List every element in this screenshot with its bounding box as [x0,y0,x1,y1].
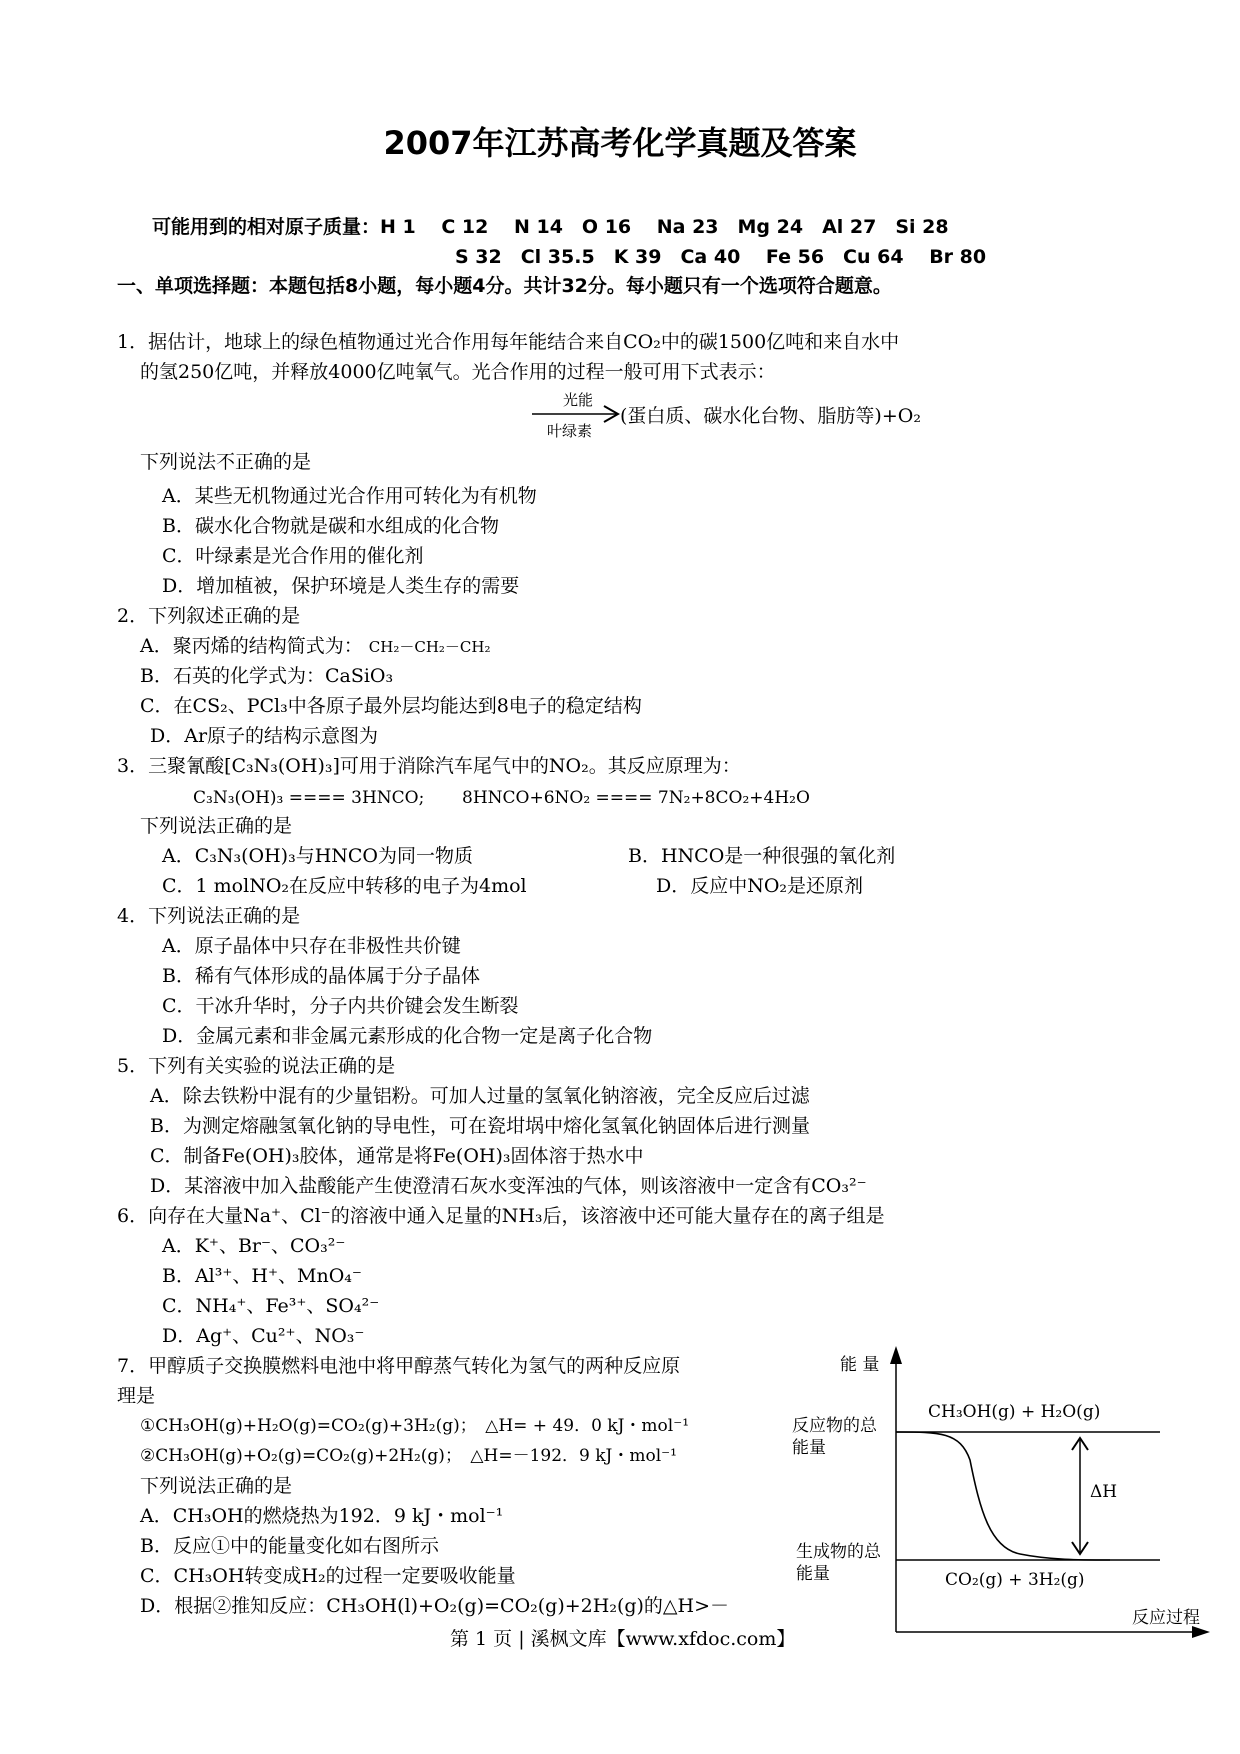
q3-prompt: 下列说法正确的是 [140,815,293,837]
q5-option-d: D．某溶液中加入盐酸能产生使澄清石灰水变浑浊的气体，则该溶液中一定含有CO₃²⁻ [150,1175,867,1197]
q1-arrow-bottom-label: 叶绿素 [547,422,593,440]
q3-equation-2: 8HNCO+6NO₂ ==== 7N₂+8CO₂+4H₂O [462,788,810,808]
q1-products: (蛋白质、碳水化台物、脂肪等)+O₂ [620,405,921,427]
q6-stem: 6．向存在大量Na⁺、Cl⁻的溶液中通入足量的NH₃后，该溶液中还可能大量存在的离子组是 [117,1205,885,1227]
q4-stem: 4．下列说法正确的是 [117,905,301,927]
reactant-label-line1: 反应物的总 [792,1416,877,1436]
q7-stem-line2: 理是 [117,1385,156,1407]
atomic-masses-line2: S 32 Cl 35.5 K 39 Ca 40 Fe 56 Cu 64 Br 80 [455,246,987,268]
q7-prompt: 下列说法正确的是 [140,1475,293,1497]
q6-option-b: B．Al³⁺、H⁺、MnO₄⁻ [162,1265,362,1287]
q5-option-c: C．制备Fe(OH)₃胶体，通常是将Fe(OH)₃固体溶于热水中 [150,1145,644,1167]
page-title: 2007年江苏高考化学真题及答案 [383,124,857,162]
section-heading: 一、单项选择题：本题包括8小题，每小题4分。共计32分。每小题只有一个选项符合题意。 [117,275,892,297]
q5-option-a: A．除去铁粉中混有的少量铝粉。可加人过量的氢氧化钠溶液，完全反应后过滤 [150,1085,810,1107]
q3-option-b: B．HNCO是一种很强的氧化剂 [628,845,896,867]
y-axis-label: 能 量 [840,1355,880,1375]
q1-stem-line2: 的氢250亿吨，并释放4000亿吨氧气。光合作用的过程一般可用下式表示： [140,361,776,383]
reaction-curve [896,1432,1110,1560]
q1-prompt: 下列说法不正确的是 [140,451,312,473]
q1-option-b: B．碳水化合物就是碳和水组成的化合物 [162,515,499,537]
q1-stem-line1: 1．据估计，地球上的绿色植物通过光合作用每年能结合来自CO₂中的碳1500亿吨和来自水中 [117,331,900,353]
q7-option-c: C．CH₃OH转变成H₂的过程一定要吸收能量 [140,1565,516,1587]
q4-option-c: C．干冰升华时，分子内共价键会发生断裂 [162,995,519,1017]
q7-option-d: D．根据②推知反应：CH₃OH(l)+O₂(g)=CO₂(g)+2H₂(g)的△H>－ [140,1595,730,1617]
reactant-formula: CH₃OH(g) + H₂O(g) [928,1402,1101,1422]
q2-option-d: D．Ar原子的结构示意图为 [150,725,379,747]
y-axis-arrow-icon [890,1346,902,1364]
q5-stem: 5．下列有关实验的说法正确的是 [117,1055,396,1077]
q2-option-a-formula: CH₂－CH₂－CH₂ [368,638,491,656]
q2-option-b: B．石英的化学式为：CaSiO₃ [140,665,394,687]
q7-reaction-1: ①CH₃OH(g)+H₂O(g)=CO₂(g)+3H₂(g)； △H= + 49．0 kJ・mol⁻¹ [140,1416,690,1436]
q2-option-a [140,634,491,659]
q2-stem: 2．下列叙述正确的是 [117,605,301,627]
q3-option-a: A．C₃N₃(OH)₃与HNCO为同一物质 [162,845,474,867]
q6-option-c: C．NH₄⁺、Fe³⁺、SO₄²⁻ [162,1295,380,1317]
product-label-line1: 生成物的总 [796,1542,881,1562]
q3-option-d: D．反应中NO₂是还原剂 [656,875,864,897]
q4-option-a: A．原子晶体中只存在非极性共价键 [162,935,461,957]
x-axis-label: 反应过程 [1132,1608,1200,1628]
page-footer: 第 1 页 | 溪枫文库【www.xfdoc.com】 [450,1628,796,1650]
reactant-label-line2: 能量 [792,1438,826,1458]
q1-option-d: D．增加植被，保护环境是人类生存的需要 [162,575,520,597]
q2-option-c: C．在CS₂、PCl₃中各原子最外层均能达到8电子的稳定结构 [140,695,642,717]
q5-option-b: B．为测定熔融氢氧化钠的导电性，可在瓷坩埚中熔化氢氧化钠固体后进行测量 [150,1115,810,1137]
q7-option-a: A．CH₃OH的燃烧热为192．9 kJ・mol⁻¹ [140,1505,504,1527]
q3-equation-1: C₃N₃(OH)₃ ==== 3HNCO; [193,788,425,808]
q1-arrow-top-label: 光能 [563,391,594,409]
q1-option-c: C．叶绿素是光合作用的催化剂 [162,545,424,567]
q2-option-a-prefix: A．聚丙烯的结构简式为： [140,635,363,657]
q4-option-b: B．稀有气体形成的晶体属于分子晶体 [162,965,480,987]
q1-option-a: A．某些无机物通过光合作用可转化为有机物 [162,485,537,507]
delta-h-label: ΔH [1090,1482,1118,1502]
q3-option-c: C．1 molNO₂在反应中转移的电子为4mol [162,875,527,897]
q7-stem-line1: 7．甲醇质子交换膜燃料电池中将甲醇蒸气转化为氢气的两种反应原 [117,1355,681,1377]
q3-stem: 3．三聚氰酸[C₃N₃(OH)₃]可用于消除汽车尾气中的NO₂。其反应原理为： [117,755,741,777]
product-formula: CO₂(g) + 3H₂(g) [945,1570,1085,1590]
q6-option-a: A．K⁺、Br⁻、CO₃²⁻ [162,1235,346,1257]
q7-reaction-2: ②CH₃OH(g)+O₂(g)=CO₂(g)+2H₂(g)； △H=－192．9 kJ・mol⁻¹ [140,1446,677,1466]
product-label-line2: 能量 [796,1564,830,1584]
q6-option-d: D．Ag⁺、Cu²⁺、NO₃⁻ [162,1325,365,1347]
atomic-masses-line1: 可能用到的相对原子质量：H 1 C 12 N 14 O 16 Na 23 Mg 24 Al 27 Si 28 [152,216,949,238]
q4-option-d: D．金属元素和非金属元素形成的化合物一定是离子化合物 [162,1025,653,1047]
q7-option-b: B．反应①中的能量变化如右图所示 [140,1535,439,1557]
